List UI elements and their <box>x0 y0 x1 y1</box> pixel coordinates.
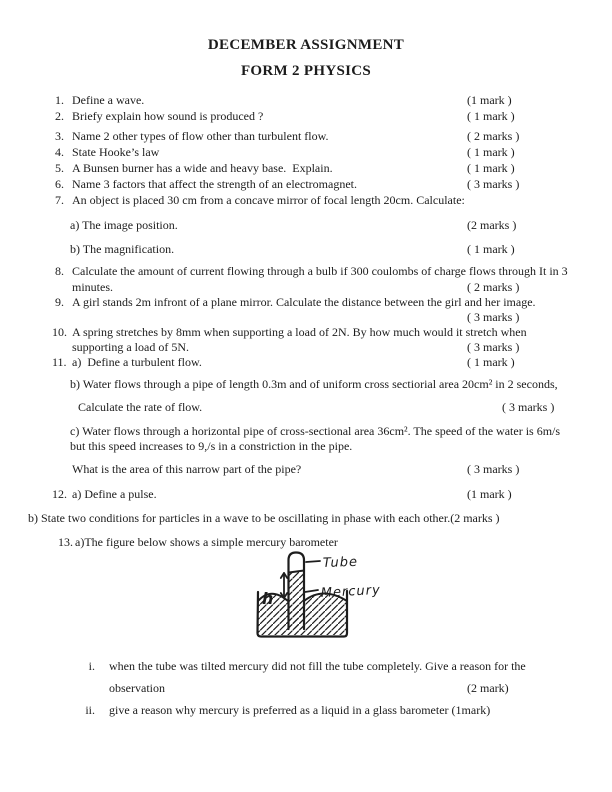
question-13ii-number: ii. <box>85 703 95 717</box>
question-12a <box>0 487 612 502</box>
question-2-marks: ( 1 mark ) <box>467 109 515 123</box>
question-13ii <box>0 703 612 718</box>
question-11c-text-line2: but this speed increases to 9,/s in a constriction in the pipe. <box>70 439 353 453</box>
question-11c-line1 <box>0 424 612 439</box>
question-11a-text: a) Define a turbulent flow. <box>72 355 202 369</box>
question-11c-line2 <box>0 439 612 454</box>
question-10-text-line1: A spring stretches by 8mm when supporting a load of 2N. By how much would it stretch when <box>72 325 527 339</box>
question-4-marks: ( 1 mark ) <box>467 145 515 159</box>
question-11a <box>0 355 612 370</box>
question-7b <box>0 242 612 257</box>
question-8-text-line1: Calculate the amount of current flowing through a bulb if 300 coulombs of charge flows through It in 3 <box>72 264 568 278</box>
document-title: DECEMBER ASSIGNMENT <box>207 37 405 53</box>
question-2 <box>0 109 612 124</box>
question-5-text: A Bunsen burner has a wide and heavy base. Explain. <box>72 161 333 175</box>
question-3-marks: ( 2 marks ) <box>467 129 520 143</box>
barometer-drawing <box>240 550 410 645</box>
question-13i-line2 <box>0 681 612 696</box>
question-13i-text-line2: observation <box>109 681 165 695</box>
question-11c-question-line <box>0 462 612 477</box>
question-12-number: 12. <box>52 487 67 501</box>
question-list <box>0 93 612 718</box>
question-11b-line2 <box>0 400 612 415</box>
question-11b-marks: ( 3 marks ) <box>502 400 555 414</box>
question-9-line1 <box>0 295 612 310</box>
question-6-marks: ( 3 marks ) <box>467 177 520 191</box>
question-5-marks: ( 1 mark ) <box>467 161 515 175</box>
question-7b-marks: ( 1 mark ) <box>467 242 515 256</box>
question-6-text: Name 3 factors that affect the strength of an electromagnet. <box>72 177 357 191</box>
question-3-number: 3. <box>55 129 64 143</box>
question-8-marks: ( 2 marks ) <box>467 280 520 294</box>
question-13i-marks: (2 mark) <box>467 681 509 695</box>
height-arrow <box>281 573 287 598</box>
question-13ii-text: give a reason why mercury is preferred as a liquid in a glass barometer (1mark) <box>109 703 491 717</box>
question-12a-text: a) Define a pulse. <box>72 487 157 501</box>
question-6 <box>0 177 612 192</box>
question-11c-question: What is the area of this narrow part of the pipe? <box>72 462 302 476</box>
question-5 <box>0 161 612 176</box>
question-11b-text-line1: b) Water flows through a pipe of length 0.3m and of uniform cross sectiorial area 20cm² in 2 seconds, <box>70 377 558 391</box>
question-11b-line1 <box>0 377 612 392</box>
question-9-text: A girl stands 2m infront of a plane mirror. Calculate the distance between the girl and her image. <box>72 295 536 309</box>
question-11b-text-line2: Calculate the rate of flow. <box>78 400 203 414</box>
question-13-number: 13. <box>58 535 73 549</box>
question-13-text: a)The figure below shows a simple mercury barometer <box>75 535 338 549</box>
question-1-marks: (1 mark ) <box>467 93 512 107</box>
question-7b-text: b) The magnification. <box>70 242 175 256</box>
question-10-line1 <box>0 325 612 340</box>
question-3-text: Name 2 other types of flow other than turbulent flow. <box>72 129 329 143</box>
question-11c-marks: ( 3 marks ) <box>467 462 520 476</box>
question-1-text: Define a wave. <box>72 93 145 107</box>
question-12b <box>0 511 612 526</box>
question-7a-marks: (2 marks ) <box>467 218 517 232</box>
question-7 <box>0 193 612 208</box>
question-9-number: 9. <box>55 295 64 309</box>
h-label: h <box>262 589 275 608</box>
question-8-line2 <box>0 280 612 295</box>
tube-label-pointer <box>306 561 320 562</box>
question-4 <box>0 145 612 160</box>
question-13i-text-line1: when the tube was tilted mercury did not fill the tube completely. Give a reason for the <box>109 659 526 673</box>
question-13i-line1 <box>0 659 612 674</box>
question-7-number: 7. <box>55 193 64 207</box>
question-13i-number: i. <box>88 659 95 673</box>
question-7a <box>0 218 612 233</box>
mercury-label: Mercury <box>320 582 382 601</box>
question-10-number: 10. <box>52 325 67 339</box>
question-9-marks: ( 3 marks ) <box>467 310 520 324</box>
question-3 <box>0 129 612 144</box>
question-8-number: 8. <box>55 264 64 278</box>
question-6-number: 6. <box>55 177 64 191</box>
question-9-marks-line <box>0 310 612 325</box>
question-10-marks: ( 3 marks ) <box>467 340 520 354</box>
question-10-text-line2: supporting a load of 5N. <box>72 340 189 354</box>
tube-label: Tube <box>322 554 359 571</box>
question-4-number: 4. <box>55 145 64 159</box>
question-5-number: 5. <box>55 161 64 175</box>
mercury-label-pointer <box>305 590 318 592</box>
question-1-number: 1. <box>55 93 64 107</box>
question-1 <box>0 93 612 108</box>
document-subtitle: FORM 2 PHYSICS <box>240 63 372 79</box>
tube-mercury-hatch <box>289 572 304 629</box>
question-8-text-line2: minutes. <box>72 280 113 294</box>
question-2-text: Briefy explain how sound is produced ? <box>72 109 264 123</box>
question-11-number: 11. <box>52 355 67 369</box>
question-7a-text: a) The image position. <box>70 218 178 232</box>
barometer-figure <box>240 550 410 645</box>
question-11c-text-line1: c) Water flows through a horizontal pipe of cross-sectional area 36cm². The speed of the water is 6m/s <box>70 424 561 438</box>
question-13 <box>0 535 612 550</box>
question-7-text: An object is placed 30 cm from a concave mirror of focal length 20cm. Calculate: <box>72 193 465 207</box>
question-10-line2 <box>0 340 612 355</box>
question-8-line1 <box>0 264 612 279</box>
question-11a-marks: ( 1 mark ) <box>467 355 515 369</box>
question-2-number: 2. <box>55 109 64 123</box>
question-12a-marks: (1 mark ) <box>467 487 512 501</box>
question-4-text: State Hooke’s law <box>72 145 160 159</box>
question-12b-text: b) State two conditions for particles in a wave to be oscillating in phase with each other.(2 marks ) <box>28 511 500 525</box>
